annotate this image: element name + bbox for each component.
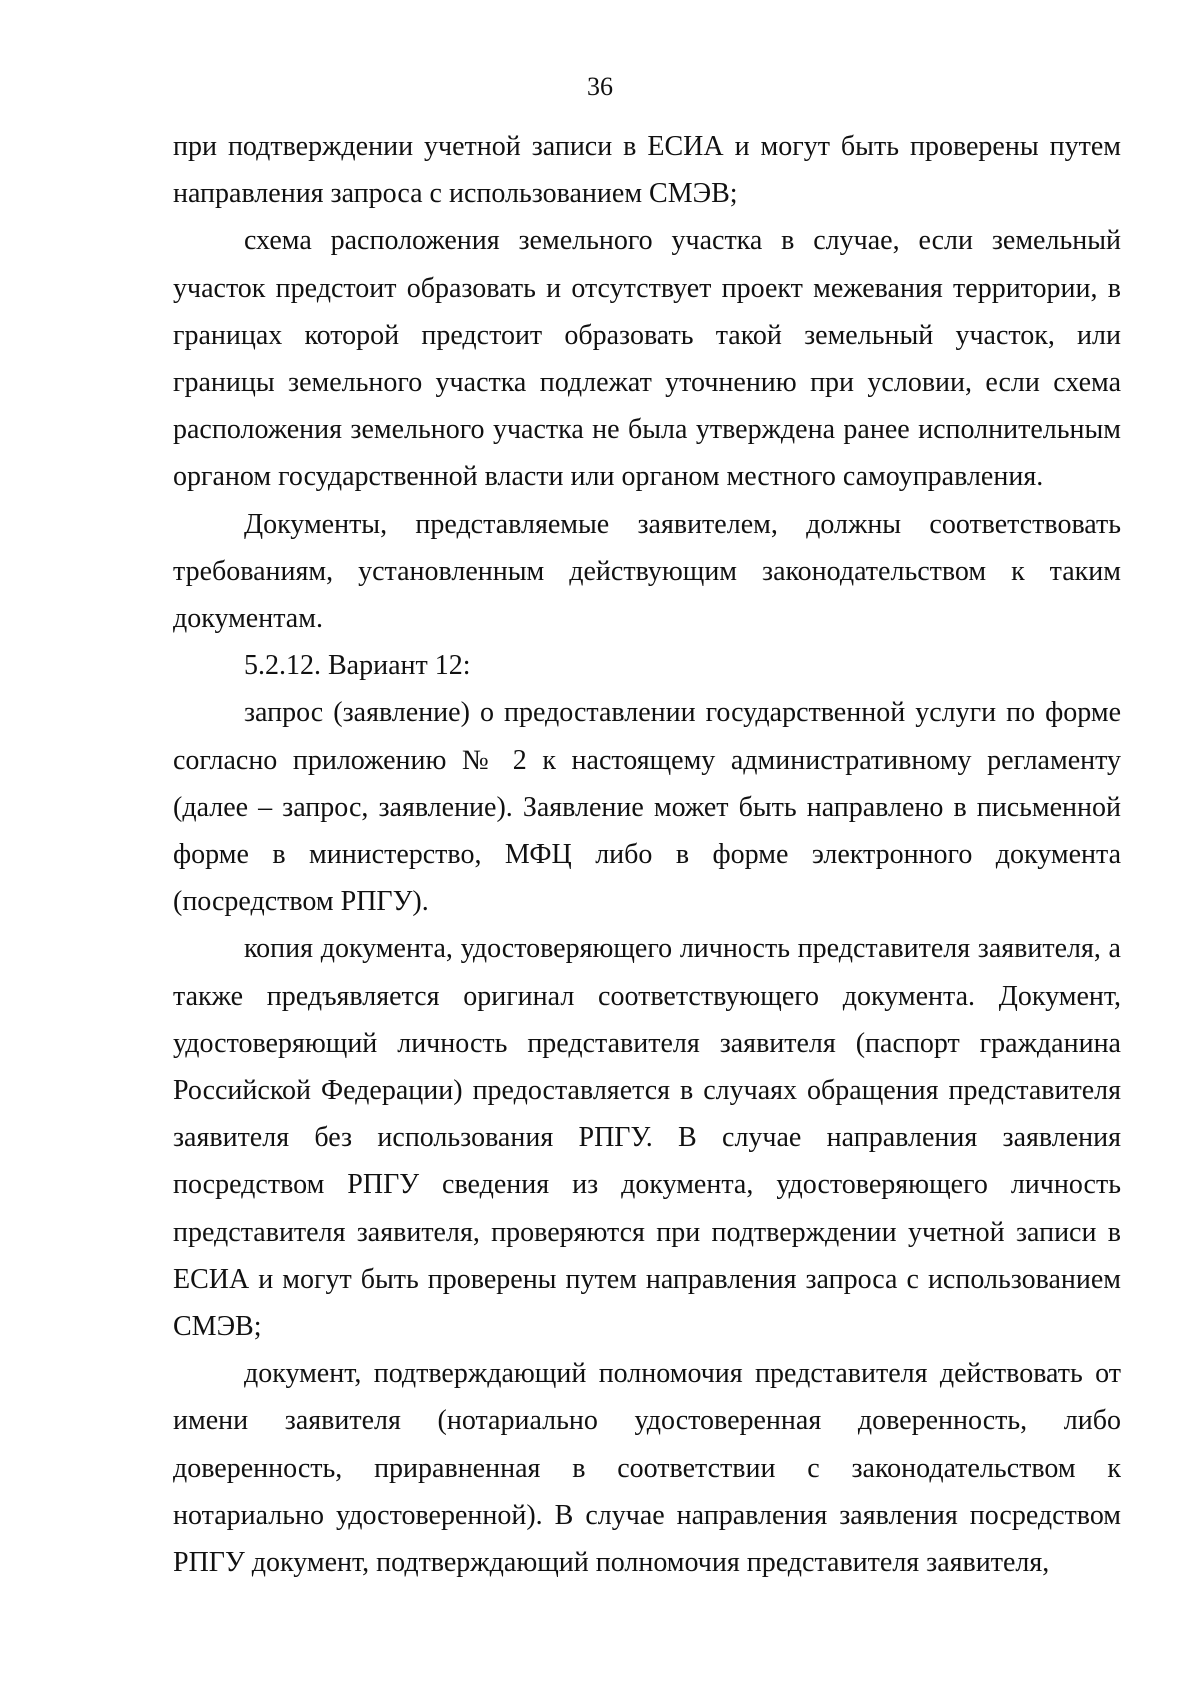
paragraph-continuation: при подтверждении учетной записи в ЕСИА и могут быть проверены путем направления запроса с использованием СМЭВ;	[173, 131, 1121, 210]
page-number: 36	[587, 72, 613, 101]
document-body	[173, 123, 1121, 1586]
paragraph-land-plot-scheme: схема расположения земельного участка в случае, если земельный участок предстоит образовать и отсутствует проект межевания территории, в границах которой предстоит образовать такой земельный участок, или границы земельного участка подлежат уточнению при условии, если схема расположения земельного участка не была утверждена ранее исполнительным органом государственной власти или органом местного самоуправления.	[173, 225, 1121, 493]
paragraph-identity-document-copy: копия документа, удостоверяющего личность представителя заявителя, а также предъявляется оригинал соответствующего документа. Документ, удостоверяющий личность представителя заявителя (паспорт гражданина Российской Федерации) предоставляется в случаях обращения представителя заявителя без использования РПГУ. В случае направления заявления посредством РПГУ сведения из документа, удостоверяющего личность представителя заявителя, проверяются при подтверждении учетной записи в ЕСИА и могут быть проверены путем направления запроса с использованием СМЭВ;	[173, 933, 1121, 1343]
paragraph-application-request: запрос (заявление) о предоставлении государственной услуги по форме согласно приложению № 2 к настоящему административному регламенту (далее – запрос, заявление). Заявление может быть направлено в письменной форме в министерство, МФЦ либо в форме электронного документа (посредством РПГУ).	[173, 697, 1121, 918]
paragraph-documents-requirements: Документы, представляемые заявителем, должны соответствовать требованиям, установленным действующим законодательством к таким документам.	[173, 508, 1121, 635]
paragraph-authority-document: документ, подтверждающий полномочия представителя действовать от имени заявителя (нотариально удостоверенная доверенность, либо доверенность, приравненная в соответствии с законодательством к нотариально удостоверенной). В случае направления заявления посредством РПГУ документ, подтверждающий полномочия представителя заявителя,	[173, 1358, 1121, 1579]
section-heading-variant-12: 5.2.12. Вариант 12:	[244, 650, 471, 682]
